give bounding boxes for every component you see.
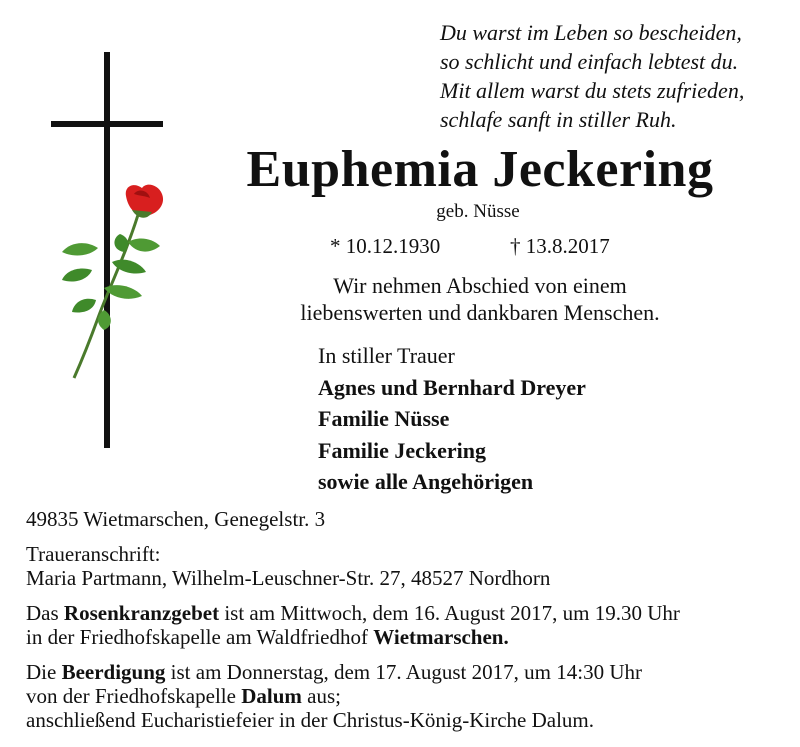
funeral-place: Dalum [241,684,302,708]
rosary-line-1 [26,601,796,625]
service-information [26,507,796,732]
funeral-location: von der Friedhofskapelle [26,684,242,708]
farewell-line: Wir nehmen Abschied von einem [333,273,627,298]
rose-icon [62,185,163,378]
poem-line: Mit allem warst du stets zufrieden, [440,78,745,103]
farewell-line: liebenswerten und dankbaren Menschen. [300,300,660,325]
cross-with-rose-illustration [0,0,200,460]
poem [440,18,795,134]
deceased-name: Euphemia Jeckering [246,141,714,198]
funeral-event: Beerdigung [61,660,166,684]
funeral-pre: Die [26,660,62,684]
farewell-text [270,272,690,326]
mourner-name: Agnes und Bernhard Dreyer [318,374,586,400]
mourner-name: sowie alle Angehörigen [318,469,534,494]
funeral-line-3: anschließend Eucharistiefeier in der Christus-König-Kirche Dalum. [26,708,594,732]
funeral-line-1 [26,660,796,684]
condolence-address: Maria Partmann, Wilhelm-Leuschner-Str. 27, 48527 Nordhorn [26,566,551,590]
home-address: 49835 Wietmarschen, Genegelstr. 3 [26,507,326,531]
rosary-pre: Das [26,601,64,625]
mourner-name: Familie Nüsse [318,406,450,431]
funeral-post: ist am Donnerstag, dem 17. August 2017, um 14:30 Uhr [165,660,642,684]
mourners-list [318,340,586,498]
mourners-intro: In stiller Trauer [318,343,455,368]
rosary-line-2 [26,625,796,649]
rosary-event: Rosenkranzgebet [63,601,220,625]
funeral-post-place: aus; [301,684,341,708]
poem-line: so schlicht und einfach lebtest du. [440,49,739,74]
rosary-post: ist am Mittwoch, dem 16. August 2017, um 19.30 Uhr [219,601,680,625]
rosary-place: Wietmarschen. [373,625,509,649]
condolence-address-label: Traueranschrift: [26,542,161,566]
rosary-location: in der Friedhofskapelle am Waldfriedhof [26,625,374,649]
maiden-name: geb. Nüsse [436,201,520,222]
mourner-name: Familie Jeckering [318,437,487,463]
birth-date: * 10.12.1930 [330,234,441,258]
death-date: † 13.8.2017 [510,234,610,258]
poem-line: Du warst im Leben so bescheiden, [440,20,742,45]
funeral-line-2 [26,684,796,708]
poem-line: schlafe sanft in stiller Ruh. [440,107,677,132]
